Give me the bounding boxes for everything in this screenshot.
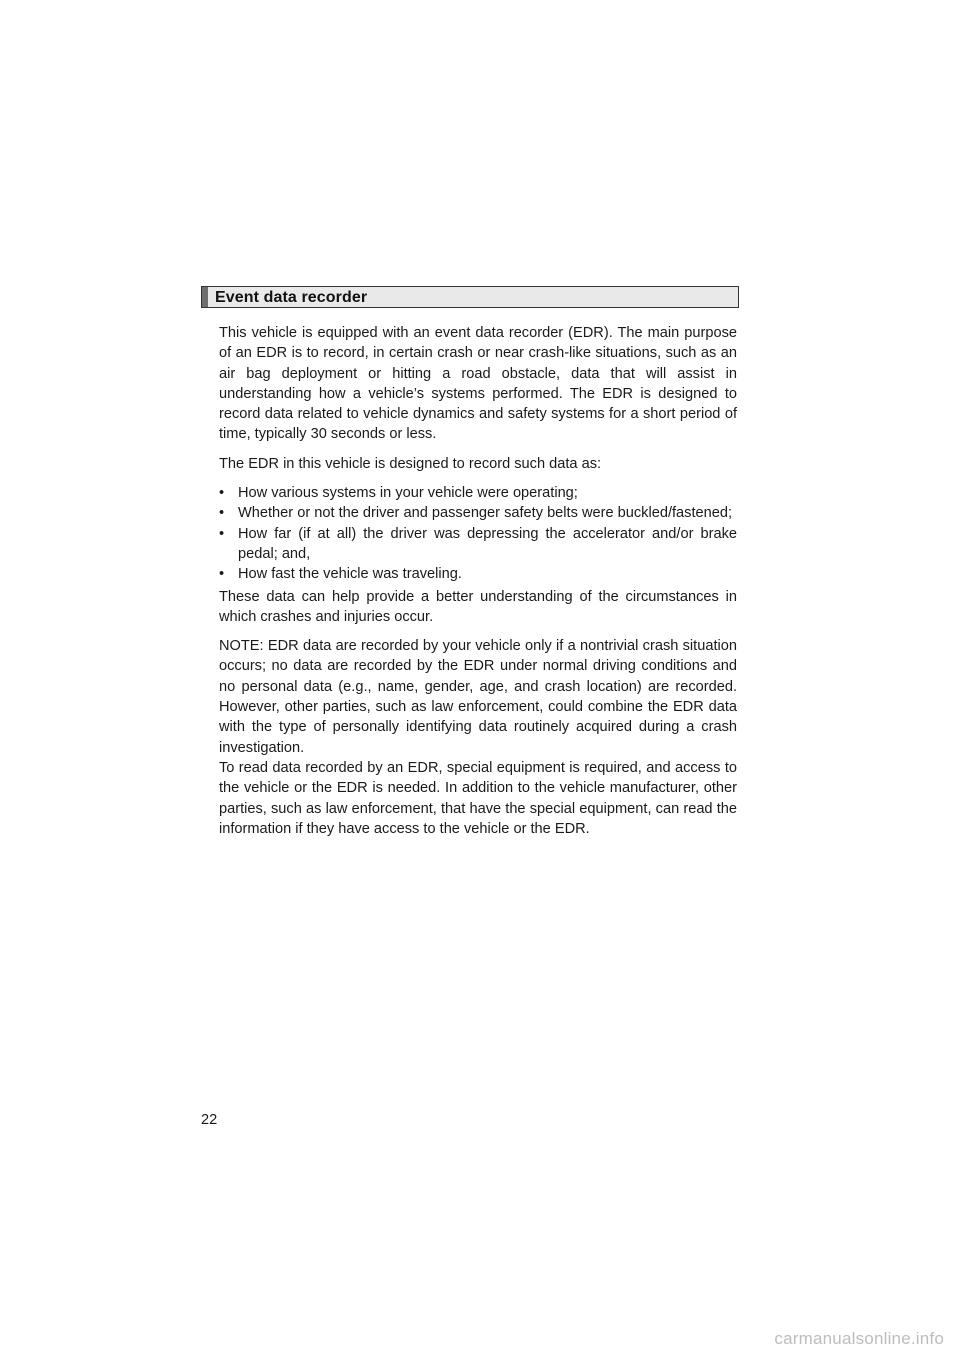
- section-header-accent-bar: [202, 287, 208, 307]
- body-content: [219, 323, 737, 839]
- list-item-text: How fast the vehicle was traveling.: [238, 566, 462, 583]
- list-item-text: Whether or not the driver and passenger safety belts were buckled/fastened;: [238, 505, 733, 522]
- bullet-icon: •: [219, 566, 225, 583]
- list-item: [219, 564, 737, 584]
- reading-paragraph: To read data recorded by an EDR, special equipment is required, and access to the vehicle or the EDR is needed. In addition to the vehicle manufacturer, other parties, such as law enforcement, that have the special equipment, can read the information if they have access to the vehicle or the EDR.: [219, 759, 737, 837]
- after-list-paragraph: These data can help provide a better understanding of the circumstances in which crashes and injuries occur.: [219, 588, 737, 625]
- list-item-text: How far (if at all) the driver was depressing the accelerator and/or brake pedal; and,: [238, 525, 737, 562]
- list-item: [219, 524, 737, 565]
- section-header: [201, 286, 739, 308]
- intro-paragraph: This vehicle is equipped with an event data recorder (EDR). The main purpose of an EDR is to record, in certain crash or near crash-like situations, such as an air bag deployment or hitting a road obstacle, data that will assist in understanding how a vehicle’s systems performed. The EDR is designed to record data related to vehicle dynamics and safety systems for a short period of time, typically 30 seconds or less.: [219, 325, 737, 443]
- recorded-data-list: [219, 483, 737, 584]
- note-paragraph: NOTE: EDR data are recorded by your vehicle only if a nontrivial crash situation occurs; no data are recorded by the EDR under normal driving conditions and no personal data (e.g., name, gender, age, and crash location) are recorded. However, other parties, such as law enforcement, could combine the EDR data with the type of personally identifying data routinely acquired during a crash investigation.: [219, 638, 737, 756]
- bullet-icon: •: [219, 485, 225, 502]
- section-title: Event data recorder: [215, 289, 368, 306]
- list-item: [219, 503, 737, 523]
- bullet-icon: •: [219, 525, 225, 542]
- list-item-text: How various systems in your vehicle were operating;: [238, 485, 578, 502]
- bullet-icon: •: [219, 505, 225, 522]
- page-number: 22: [201, 1112, 218, 1128]
- list-item: [219, 483, 737, 503]
- watermark: carmanualsonline.info: [774, 1329, 944, 1348]
- list-intro-paragraph: The EDR in this vehicle is designed to record such data as:: [219, 455, 602, 472]
